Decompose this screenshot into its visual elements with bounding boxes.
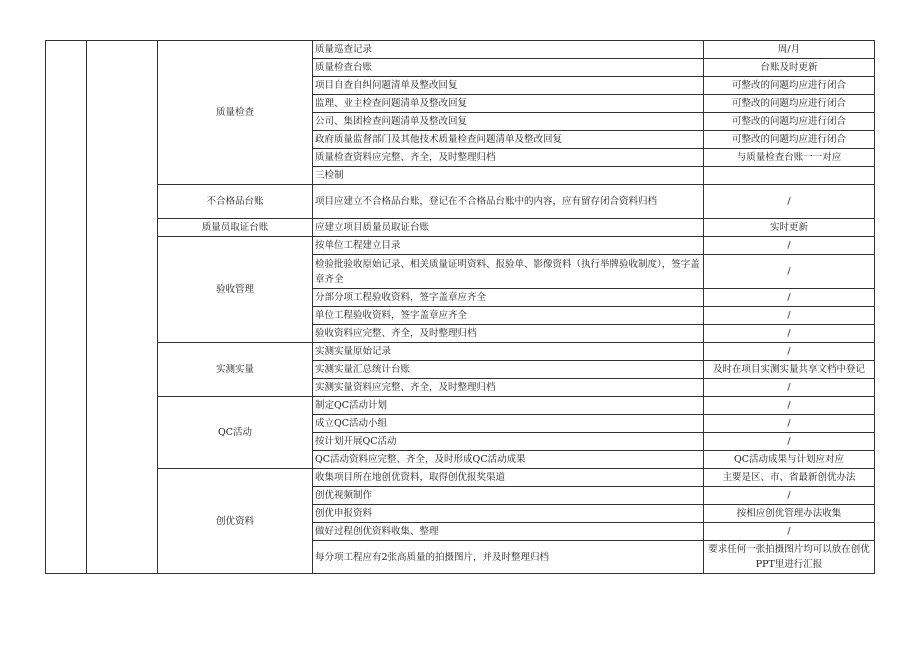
category-cell: 质量检查 xyxy=(158,41,313,185)
note-cell: 可整改的问题均应进行闭合 xyxy=(704,113,875,131)
note-cell: / xyxy=(704,255,875,289)
item-cell: 制定QC活动计划 xyxy=(313,397,704,415)
table-row xyxy=(46,343,875,361)
note-cell: 实时更新 xyxy=(704,219,875,237)
item-cell: 政府质量监督部门及其他技术质量检查问题清单及整改回复 xyxy=(313,131,704,149)
category-cell: 实测实量 xyxy=(158,343,313,397)
category-cell: QC活动 xyxy=(158,397,313,469)
item-cell: QC活动资料应完整、齐全，及时形成QC活动成果 xyxy=(313,451,704,469)
table-row xyxy=(46,237,875,255)
table-row xyxy=(46,219,875,237)
category-cell: 不合格品台账 xyxy=(158,185,313,219)
table-row xyxy=(46,185,875,219)
note-cell: 与质量检查台账一一对应 xyxy=(704,149,875,167)
note-cell: 可整改的问题均应进行闭合 xyxy=(704,95,875,113)
item-cell: 应建立项目质量员取证台账 xyxy=(313,219,704,237)
item-cell: 每分项工程应有2张高质量的拍摄图片，并及时整理归档 xyxy=(313,541,704,574)
item-cell: 项目应建立不合格品台账，登记在不合格品台账中的内容，应有留存闭合资料归档 xyxy=(313,185,704,219)
blank-column-1 xyxy=(46,41,87,574)
item-cell: 收集项目所在地创优资料，取得创优报奖渠道 xyxy=(313,469,704,487)
item-cell: 按单位工程建立目录 xyxy=(313,237,704,255)
item-cell: 质量检查台账 xyxy=(313,59,704,77)
note-cell: / xyxy=(704,325,875,343)
note-cell: / xyxy=(704,397,875,415)
note-cell: / xyxy=(704,237,875,255)
note-cell: 及时在项目实测实量共享文档中登记 xyxy=(704,361,875,379)
table-row xyxy=(46,469,875,487)
item-cell: 实测实量资料应完整、齐全，及时整理归档 xyxy=(313,379,704,397)
item-cell: 检验批验收原始记录、相关质量证明资料、报验单、影像资料（执行举牌验收制度），签字盖章齐全 xyxy=(313,255,704,289)
note-cell: 按相应创优管理办法收集 xyxy=(704,505,875,523)
item-cell: 三检制 xyxy=(313,167,704,185)
note-cell: QC活动成果与计划应对应 xyxy=(704,451,875,469)
table-body xyxy=(46,41,875,574)
table-row xyxy=(46,397,875,415)
item-cell: 分部分项工程验收资料，签字盖章应齐全 xyxy=(313,289,704,307)
blank-column-2 xyxy=(87,41,158,574)
note-cell: 台账及时更新 xyxy=(704,59,875,77)
item-cell: 成立QC活动小组 xyxy=(313,415,704,433)
item-cell: 做好过程创优资料收集、整理 xyxy=(313,523,704,541)
item-cell: 实测实量原始记录 xyxy=(313,343,704,361)
note-cell: 可整改的问题均应进行闭合 xyxy=(704,77,875,95)
quality-document-table xyxy=(45,40,875,574)
item-cell: 创优申报资料 xyxy=(313,505,704,523)
note-cell xyxy=(704,167,875,185)
note-cell: 要求任何一张拍摄图片均可以放在创优PPT里进行汇报 xyxy=(704,541,875,574)
item-cell: 验收资料应完整、齐全，及时整理归档 xyxy=(313,325,704,343)
item-cell: 质量巡查记录 xyxy=(313,41,704,59)
note-cell: / xyxy=(704,523,875,541)
note-cell: / xyxy=(704,343,875,361)
item-cell: 创优视频制作 xyxy=(313,487,704,505)
note-cell: 可整改的问题均应进行闭合 xyxy=(704,131,875,149)
category-cell: 验收管理 xyxy=(158,237,313,343)
item-cell: 按计划开展QC活动 xyxy=(313,433,704,451)
note-cell: / xyxy=(704,415,875,433)
note-cell: / xyxy=(704,433,875,451)
item-cell: 项目自查自纠问题清单及整改回复 xyxy=(313,77,704,95)
table-row xyxy=(46,41,875,59)
note-cell: 主要是区、市、省最新创优办法 xyxy=(704,469,875,487)
note-cell: / xyxy=(704,379,875,397)
item-cell: 单位工程验收资料，签字盖章应齐全 xyxy=(313,307,704,325)
note-cell: / xyxy=(704,289,875,307)
item-cell: 公司、集团检查问题清单及整改回复 xyxy=(313,113,704,131)
note-cell: / xyxy=(704,307,875,325)
note-cell: / xyxy=(704,185,875,219)
category-cell: 创优资料 xyxy=(158,469,313,574)
note-cell: 周/月 xyxy=(704,41,875,59)
item-cell: 监理、业主检查问题清单及整改回复 xyxy=(313,95,704,113)
category-cell: 质量员取证台账 xyxy=(158,219,313,237)
note-cell: / xyxy=(704,487,875,505)
item-cell: 质量检查资料应完整、齐全，及时整理归档 xyxy=(313,149,704,167)
item-cell: 实测实量汇总统计台账 xyxy=(313,361,704,379)
